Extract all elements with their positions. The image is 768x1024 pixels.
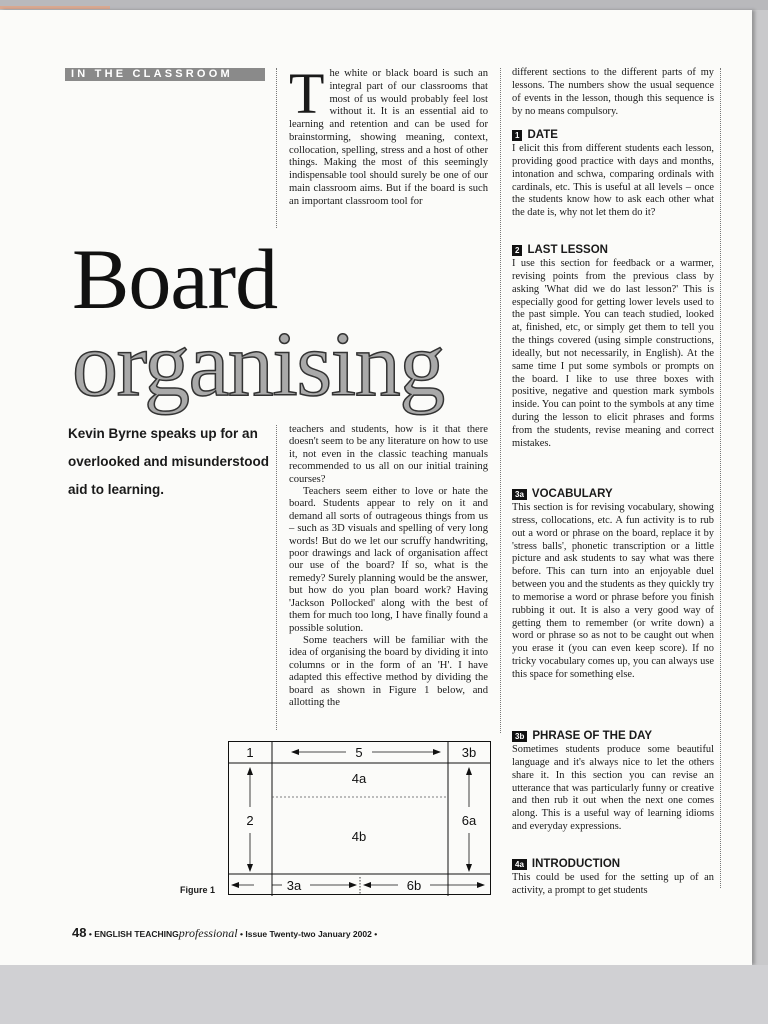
byline-text: speaks up for an overlooked and misunderstood aid to learning. <box>68 426 270 497</box>
title-line-1: Board <box>72 231 278 327</box>
section-introduction <box>512 857 714 898</box>
section-text: I elicit this from different students each lesson, providing good practice with days and months, intonation and schwa, comparing ordinals with cardinals, etc. This is useful at all levels – once the students know how to ask each other what the date is, why not let them do it? <box>512 143 714 219</box>
byline <box>68 420 273 504</box>
section-text: This could be used for the setting up of an activity, a prompt to get students <box>512 872 714 896</box>
section-phrase-of-the-day <box>512 729 714 834</box>
drop-cap: T <box>289 61 325 126</box>
figure-caption: Figure 1 <box>180 885 216 895</box>
figure-label-3b: 3b <box>461 745 477 760</box>
section-date <box>512 128 714 220</box>
body-paragraph: Some teachers will be familiar with the idea of organising the board by dividing it into columns or in the form of an 'H'. I have adapted this effective method by dividing the board as shown in Figure 1 below, and allotting the <box>289 634 488 708</box>
column-rule <box>276 68 277 228</box>
figure-label-2: 2 <box>246 813 254 828</box>
figure-label-3a: 3a <box>286 878 302 893</box>
figure-label-4b: 4b <box>351 829 367 844</box>
figure-label-6a: 6a <box>461 813 477 828</box>
issue-info: Issue Twenty-two January 2002 <box>245 929 372 939</box>
section-text: This section is for revising vocabulary, showing stress, collocations, etc. A fun activity is to rub out a word or phrase on the board, replace it by 'stress balls', phonetic transcription or a little picture and ask students to say what was there before. This can turn into an enjoyable duel between you and the students as they quickly try to memorise a word or phrase before you finish rubbing it out. It is also a very good way of getting them to remember (or write down) a word or phrase so as not to be caught out when you erase it (you can even keep score). If no tricky vocabulary comes up, you can always use this space for something else. <box>512 502 714 680</box>
column-rule <box>276 425 277 730</box>
figure-label-5: 5 <box>355 745 363 760</box>
body-paragraph: Teachers seem either to love or hate the board. Students appear to rely on it and demand all sorts of outrageous things from us – such as 3D visuals and spelling of very long words! But do we let our scruffy handwriting, poor drawings and lack of organisation affect our use of the board? If so, what is the remedy? Surely planning would be the answer, but how do you plan board work? Having 'Jackson Pollocked' along with the best of them for much too long, I have finally found a possible solution. <box>289 486 488 634</box>
section-vocabulary <box>512 487 714 682</box>
magazine-name-script: professional <box>178 926 238 940</box>
section-number-badge: 4a <box>512 859 527 870</box>
footer-separator: • <box>88 929 92 939</box>
section-heading: LAST LESSON <box>527 244 608 256</box>
column-rule <box>500 68 501 733</box>
page-number: 48 <box>72 925 87 940</box>
figure-label-4a: 4a <box>351 771 367 786</box>
page-edge-mark <box>0 6 110 9</box>
board-outline <box>229 742 491 895</box>
section-number-badge: 3b <box>512 731 527 742</box>
body-paragraph: teachers and students, how is it that there doesn't seem to be any literature on how to use it, not even in the classic teaching manuals recommended to us all on our initial training courses? <box>289 424 488 485</box>
page-footer <box>72 925 377 941</box>
title-line-2: organising <box>72 313 444 415</box>
section-number-badge: 2 <box>512 245 522 256</box>
intro-paragraph: he white or black board is such an integral part of our classrooms that most of us would probably feel lost without it. It is an essential aid to learning and retention and can be used for brainstorming, showing meaning, context, collocation, spelling, stress and a host of other things. Making the most of this seemingly indispensable tool should surely be one of our main classroom aims. But if the board is such an important classroom tool for <box>289 68 488 207</box>
top-band <box>0 0 768 10</box>
figure-label-6b: 6b <box>406 878 422 893</box>
right-intro <box>512 67 714 118</box>
scan-background <box>0 965 768 1024</box>
section-last-lesson <box>512 243 714 451</box>
author-name: Kevin Byrne <box>68 426 147 441</box>
section-text: Sometimes students produce some beautiful language and it's always nice to let the others share it. In this section you can revise an utterance that was particularly funny or creative and then rub it out when the next one comes along. This is a useful way of learning idioms and everyday expressions. <box>512 744 714 833</box>
intro-text <box>289 61 488 208</box>
section-text: I use this section for feedback or a warmer, revising points from the previous class by asking 'What did we do last lesson?' This is especially good for getting lower levels used to the past simple. You can teach studied, looked at, finished, etc, or simply get them to tell you the things covered (using simple constructions, ideally, but not necessarily, in English). At the same time I put some symbols or prompts on the board. I like to use three boxes with positive, negative and question mark symbols inside. You can point to the symbols at any time during the lesson to elicit phrases and forms from the students, revise meaning and correct mistakes. <box>512 258 714 449</box>
column-rule <box>720 68 721 888</box>
section-number-badge: 3a <box>512 489 527 500</box>
section-number-badge: 1 <box>512 130 522 141</box>
magazine-name: ENGLISH TEACHING <box>94 929 179 939</box>
figure-label-1: 1 <box>246 745 254 760</box>
footer-separator: • <box>374 929 378 939</box>
section-heading: PHRASE OF THE DAY <box>532 730 653 742</box>
section-heading: INTRODUCTION <box>531 858 621 870</box>
section-tag: IN THE CLASSROOM <box>65 68 265 81</box>
board-layout-figure <box>228 741 491 896</box>
body-column <box>289 424 488 709</box>
right-intro-paragraph: different sections to the different parts of my lessons. The numbers show the usual sequence of events in the lesson, though this sequence is by no means compulsory. <box>512 67 714 117</box>
section-heading: DATE <box>527 129 558 141</box>
section-heading: VOCABULARY <box>531 488 613 500</box>
footer-separator: • <box>240 929 243 939</box>
